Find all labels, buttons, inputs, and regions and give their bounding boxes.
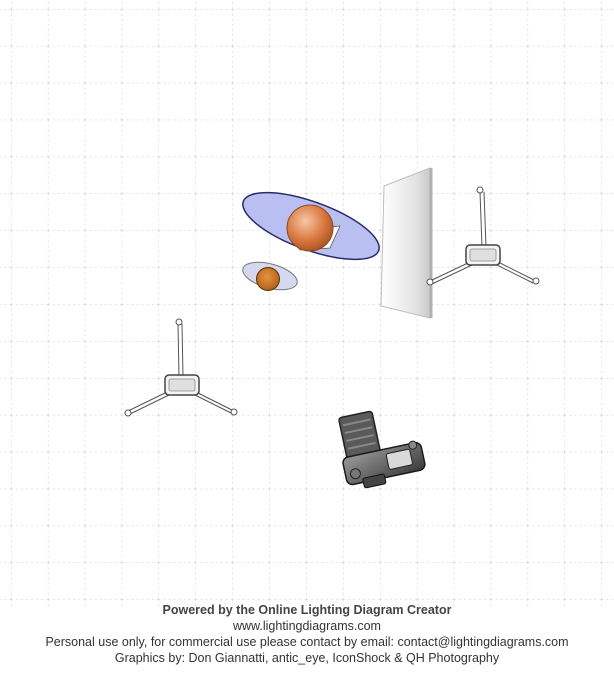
footer-graphics-credit: Graphics by: Don Giannatti, antic_eye, IconShock & QH Photography	[114, 651, 500, 665]
subject-head[interactable]	[287, 205, 333, 251]
footer-usage-note: Personal use only, for commercial use please contact by email: contact@lightingdiagrams.com	[45, 635, 569, 649]
footer-powered-by: Powered by the Online Lighting Diagram Creator	[162, 603, 452, 617]
white-panel[interactable]	[381, 168, 431, 318]
footer-website[interactable]: www.lightingdiagrams.com	[233, 619, 381, 633]
